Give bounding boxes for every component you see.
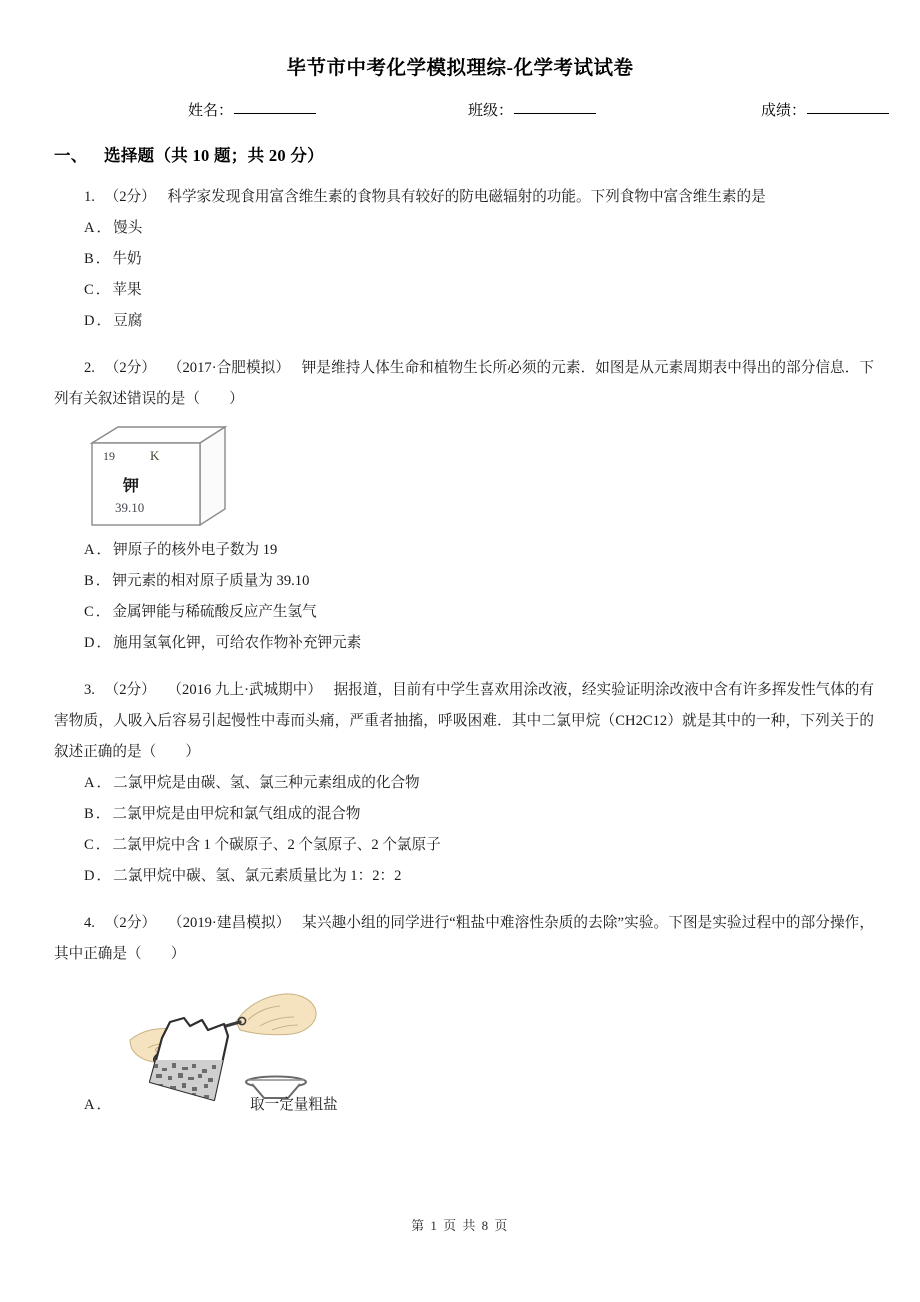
- question-1-stem: 科学家发现食用富含维生素的食物具有较好的防电磁辐射的功能。下列食物中富含维生素的是: [167, 189, 766, 205]
- section-title: 选择题（共 10 题；共 20 分）: [104, 146, 324, 165]
- question-3: [0, 675, 920, 768]
- option-2-c[interactable]: C． 金属钾能与稀硫酸反应产生氢气: [84, 604, 317, 620]
- option-3-c[interactable]: C． 二氯甲烷中含 1 个碳原子、2 个氢原子、2 个氯原子: [84, 837, 441, 853]
- option-text: 钾原子的核外电子数为 19: [113, 542, 278, 558]
- option-3-b[interactable]: B． 二氯甲烷是由甲烷和氯气组成的混合物: [84, 806, 361, 822]
- identity-row: [0, 99, 920, 120]
- section-heading: [0, 142, 920, 166]
- option-text: 馒头: [113, 220, 143, 236]
- question-3-options: [0, 768, 920, 892]
- score-field: [761, 99, 889, 120]
- question-1-number: 1.: [84, 189, 95, 205]
- option-2-b[interactable]: B． 钾元素的相对原子质量为 39.10: [84, 573, 310, 589]
- question-1-options: [0, 213, 920, 337]
- option-text: 施用氢氧化钾，可给农作物补充钾元素: [113, 635, 362, 651]
- option-letter: D: [84, 313, 96, 329]
- option-letter: B: [84, 251, 95, 267]
- element-cube: [88, 425, 236, 529]
- score-label: 成绩：: [761, 103, 807, 119]
- name-field: [188, 99, 316, 120]
- option-letter: C: [84, 282, 95, 298]
- option-letter: C: [84, 604, 95, 620]
- question-4-number: 4.: [84, 915, 95, 931]
- page-title: 毕节市中考化学模拟理综-化学考试试卷: [286, 58, 634, 79]
- element-symbol: K: [150, 448, 160, 463]
- option-letter: C: [84, 837, 95, 853]
- question-3-number: 3.: [84, 682, 95, 698]
- score-blank[interactable]: [807, 112, 889, 114]
- page-footer: 第 1 页 共 8 页: [411, 1218, 509, 1233]
- section-number: 一、: [54, 146, 88, 165]
- option-2-a[interactable]: A． 钾原子的核外电子数为 19: [84, 542, 278, 558]
- option-letter-wrap: A．: [84, 1097, 112, 1113]
- question-2-score: （2分）: [104, 360, 157, 376]
- question-2-figure: [0, 425, 920, 529]
- option-text: 牛奶: [112, 251, 142, 267]
- question-1: [0, 182, 920, 213]
- question-1-score: （2分）: [104, 189, 156, 205]
- option-3-d[interactable]: D． 二氯甲烷中碳、氢、氯元素质量比为 1：2：2: [84, 868, 402, 884]
- option-1-d[interactable]: D． 豆腐: [84, 313, 143, 329]
- option-1-a[interactable]: A． 馒头: [84, 220, 143, 236]
- option-text: 二氯甲烷中含 1 个碳原子、2 个氢原子、2 个氯原子: [112, 837, 441, 853]
- option-letter: B: [84, 806, 95, 822]
- question-2: [0, 353, 920, 415]
- option-letter: D: [84, 868, 96, 884]
- option-text: 金属钾能与稀硫酸反应产生氢气: [112, 604, 317, 620]
- option-3-a[interactable]: A． 二氯甲烷是由碳、氢、氯三种元素组成的化合物: [84, 775, 420, 791]
- option-1-b[interactable]: B． 牛奶: [84, 251, 142, 267]
- question-2-number: 2.: [84, 360, 95, 376]
- option-letter: A: [84, 542, 96, 558]
- option-text: 二氯甲烷是由碳、氢、氯三种元素组成的化合物: [113, 775, 420, 791]
- option-letter: B: [84, 573, 95, 589]
- option-text: 二氯甲烷中碳、氢、氯元素质量比为 1：2：2: [113, 868, 402, 884]
- question-2-stem: 钾是维持人体生命和植物生长所必须的元素．如图是从元素周期表中得出的部分信息．下列有关叙述错误的是（ ）: [54, 360, 874, 407]
- coarse-salt-operation-icon: [128, 978, 318, 1106]
- question-3-stem: 据报道，目前有中学生喜欢用涂改液，经实验证明涂改液中含有许多挥发性气体的有害物质，人吸入后容易引起慢性中毒而头痛，严重者抽搐，呼吸困难．其中二氯甲烷（CH2C12）就是其中的一种，下列关于的叙述正确的是（ ）: [54, 682, 874, 760]
- question-3-stem-line: [54, 675, 874, 768]
- option-4-a[interactable]: [0, 1090, 920, 1121]
- name-blank[interactable]: [234, 112, 316, 114]
- question-3-source: （2016 九上·武城期中）: [167, 682, 322, 698]
- option-text: 取一定量粗盐: [250, 1097, 338, 1113]
- question-2-stem-line: [54, 353, 874, 415]
- option-text: 豆腐: [113, 313, 143, 329]
- question-2-options: [0, 535, 920, 659]
- class-label: 班级：: [468, 103, 514, 119]
- question-2-source: （2017·合肥模拟）: [167, 360, 291, 376]
- element-name: 钾: [123, 478, 140, 495]
- option-1-c[interactable]: C． 苹果: [84, 282, 142, 298]
- name-label: 姓名：: [188, 103, 234, 119]
- question-4-stem: 某兴趣小组的同学进行“粗盐中难溶性杂质的去除”实验。下图是实验过程中的部分操作，其中正确是（ ）: [54, 915, 874, 962]
- atomic-number: 19: [103, 449, 115, 463]
- question-4-stem-line: [54, 908, 874, 970]
- option-text: 二氯甲烷是由甲烷和氯气组成的混合物: [112, 806, 361, 822]
- question-3-score: （2分）: [104, 682, 156, 698]
- question-4: [0, 908, 920, 970]
- element-cube-icon: [88, 425, 236, 529]
- option-letter: A: [84, 1097, 96, 1113]
- option-letter: A: [84, 775, 96, 791]
- atomic-mass: 39.10: [115, 500, 145, 515]
- question-1-stem-line: [54, 182, 874, 213]
- option-2-d[interactable]: D． 施用氢氧化钾，可给农作物补充钾元素: [84, 635, 362, 651]
- class-blank[interactable]: [514, 112, 596, 114]
- option-letter: D: [84, 635, 96, 651]
- question-4-score: （2分）: [104, 915, 157, 931]
- option-text: 苹果: [112, 282, 142, 298]
- class-field: [468, 99, 596, 120]
- option-letter: A: [84, 220, 96, 236]
- option-text: 钾元素的相对原子质量为 39.10: [112, 573, 310, 589]
- question-4-source: （2019·建昌模拟）: [168, 915, 291, 931]
